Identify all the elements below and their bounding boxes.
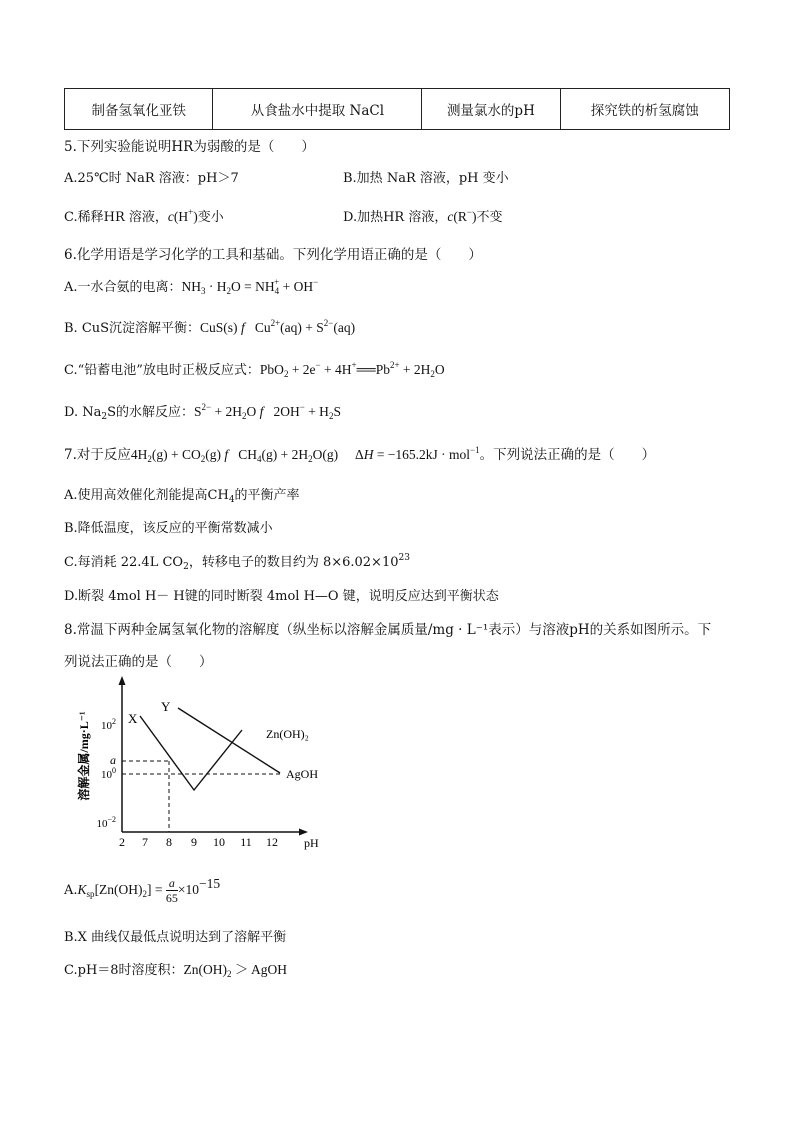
series-label: Zn(OH)₂ — [266, 727, 309, 741]
series-label: Y — [161, 699, 171, 714]
question-8-stem-line1: 8.常温下两种金属氢氧化物的溶解度（纵坐标以溶解金属质量/mg · L⁻¹表示）与溶液pH的关系如图所示。下 — [64, 622, 712, 638]
q5-option-a: A.25℃时 NaR 溶液：pH＞7 — [64, 171, 239, 186]
q8-option-a — [64, 876, 220, 905]
q6-d-equation: $S^{2-} + 2H_2O$ f $2OH^- + H_2S$ — [194, 402, 341, 421]
x-tick-label: 7 — [142, 835, 148, 849]
q7-stem-suffix: 。下列说法正确的是（ ） — [479, 447, 656, 463]
x-tick-label: 8 — [166, 835, 172, 849]
series-label: X — [128, 711, 138, 726]
q7-c-exp: 23 — [398, 553, 410, 563]
q5-option-b: B.加热 NaR 溶液，pH 变小 — [343, 171, 509, 186]
q5-d-formula: c(R−) — [447, 207, 477, 224]
q6-c-equation: $PbO_2 + 2e^- + 4H^+══Pb^{2+} + 2H_2O$ — [259, 360, 445, 379]
q7-option-c: C.每消耗 22.4L $CO_2$，转移电子的数目约为 $8\times 6.02\times 10^{23}$ — [64, 553, 410, 572]
q7-stem-prefix: 7.对于反应 — [64, 447, 131, 463]
x-axis-arrow — [299, 829, 308, 836]
q6-b-prefix: B. CuS沉淀溶解平衡： — [64, 321, 201, 336]
y-tick-label: $10^{-2}$ — [96, 815, 116, 830]
q5-d-suffix: 不变 — [476, 210, 503, 225]
table-cell: 探究铁的析氢腐蚀 — [560, 89, 729, 130]
q8-a-fraction: $\frac{a}{65}$ — [165, 876, 178, 905]
q8-c-prefix: C.pH＝8时溶度积： — [64, 963, 184, 978]
q6-option-a — [64, 276, 318, 296]
x-tick-label: 11 — [240, 835, 252, 849]
experiment-table — [64, 88, 730, 130]
q7-a-tail: 的平衡产率 — [234, 488, 300, 503]
question-6-stem: 6.化学用语是学习化学的工具和基础。下列化学用语正确的是（ ） — [64, 247, 482, 263]
x-axis-label: pH — [304, 836, 319, 850]
question-5-stem: 5.下列实验能说明HR为弱酸的是（ ） — [64, 139, 315, 155]
q5-option-c — [64, 206, 224, 225]
table-cell: 从食盐水中提取 NaCl — [213, 89, 422, 130]
q8-a-prefix: A. — [64, 883, 78, 898]
q8-c-formula: $Zn(OH)_2$ ＞ AgOH — [183, 962, 288, 979]
q8-option-b: B.X 曲线仅最低点说明达到了溶解平衡 — [64, 930, 287, 945]
x-tick-label: 2 — [119, 835, 125, 849]
x-tick-label: 9 — [191, 835, 197, 849]
series-y-line — [178, 708, 280, 773]
y-tick-label: $10^0$ — [101, 766, 116, 781]
q8-a-ksp: $K_{sp}[Zn(OH)_2]$ = — [77, 882, 166, 899]
solubility-chart — [70, 672, 340, 857]
q6-option-c — [64, 359, 445, 379]
question-8-stem-line2: 列说法正确的是（ ） — [64, 654, 213, 670]
table-cell: 测量氯水的pH — [422, 89, 560, 130]
q5-c-formula: c(H+) — [167, 207, 198, 224]
x-tick-label: 10 — [213, 835, 225, 849]
series-label: AgOH — [286, 767, 318, 781]
q7-option-a: A.使用高效催化剂能提高$CH_4$的平衡产率 — [64, 488, 300, 505]
q5-c-prefix: C.稀释HR 溶液， — [64, 210, 168, 225]
table-cell: 制备氢氧化亚铁 — [65, 89, 213, 130]
q8-option-c — [64, 958, 287, 979]
q7-option-d: D.断裂 4mol H－ H键的同时断裂 4mol H—O 键，说明反应达到平衡状态 — [64, 589, 499, 604]
q6-d-prefix: D. Na — [64, 405, 102, 420]
q6-option-b — [64, 317, 355, 336]
q6-option-d: D. $Na_2S$的水解反应：$S^{2-} + 2H_2O$ f $2OH^- + H_2S$ — [64, 402, 341, 422]
y-tick-label: a — [110, 753, 116, 767]
q7-a-text: A.使用高效催化剂能提高CH — [64, 488, 229, 503]
q6-d-mid: S的水解反应： — [107, 405, 194, 420]
q7-equation: $4H_2(g) + CO_2(g)$ f $CH_4(g) + 2H_2O(g)$ ΔH = −165.2kJ · mol$^{-1}$ — [130, 445, 480, 464]
question-7-stem — [64, 443, 655, 464]
q6-c-prefix: C.“铅蓄电池”放电时正极反应式： — [64, 363, 260, 378]
q5-option-d — [343, 206, 502, 225]
q8-a-unit: ×10 — [177, 882, 200, 897]
q8-a-exp: −15 — [199, 876, 221, 891]
y-tick-label: $10^2$ — [101, 717, 116, 732]
q6-a-prefix: A.一水合氨的电离： — [64, 280, 182, 295]
q7-option-b: B.降低温度，该反应的平衡常数减小 — [64, 521, 273, 536]
y-axis-arrow — [119, 676, 126, 685]
q5-d-prefix: D.加热HR 溶液， — [343, 210, 448, 225]
q5-c-suffix: 变小 — [197, 210, 224, 225]
series-x-line — [140, 716, 242, 790]
x-tick-label: 12 — [266, 835, 278, 849]
q6-b-equation: CuS(s) f $Cu^{2+}(aq) + S^{2-}(aq)$ — [200, 318, 356, 335]
q7-c-mid: ，转移电子的数目约为 8×6.02×10 — [188, 555, 399, 570]
q6-a-equation: $NH_3 \cdot H_2O = NH_4^+ + OH^-$ — [181, 277, 319, 296]
q7-c-prefix: C.每消耗 22.4L CO — [64, 555, 184, 570]
y-axis-label: 溶解金属/mg·L⁻¹ — [77, 711, 91, 801]
